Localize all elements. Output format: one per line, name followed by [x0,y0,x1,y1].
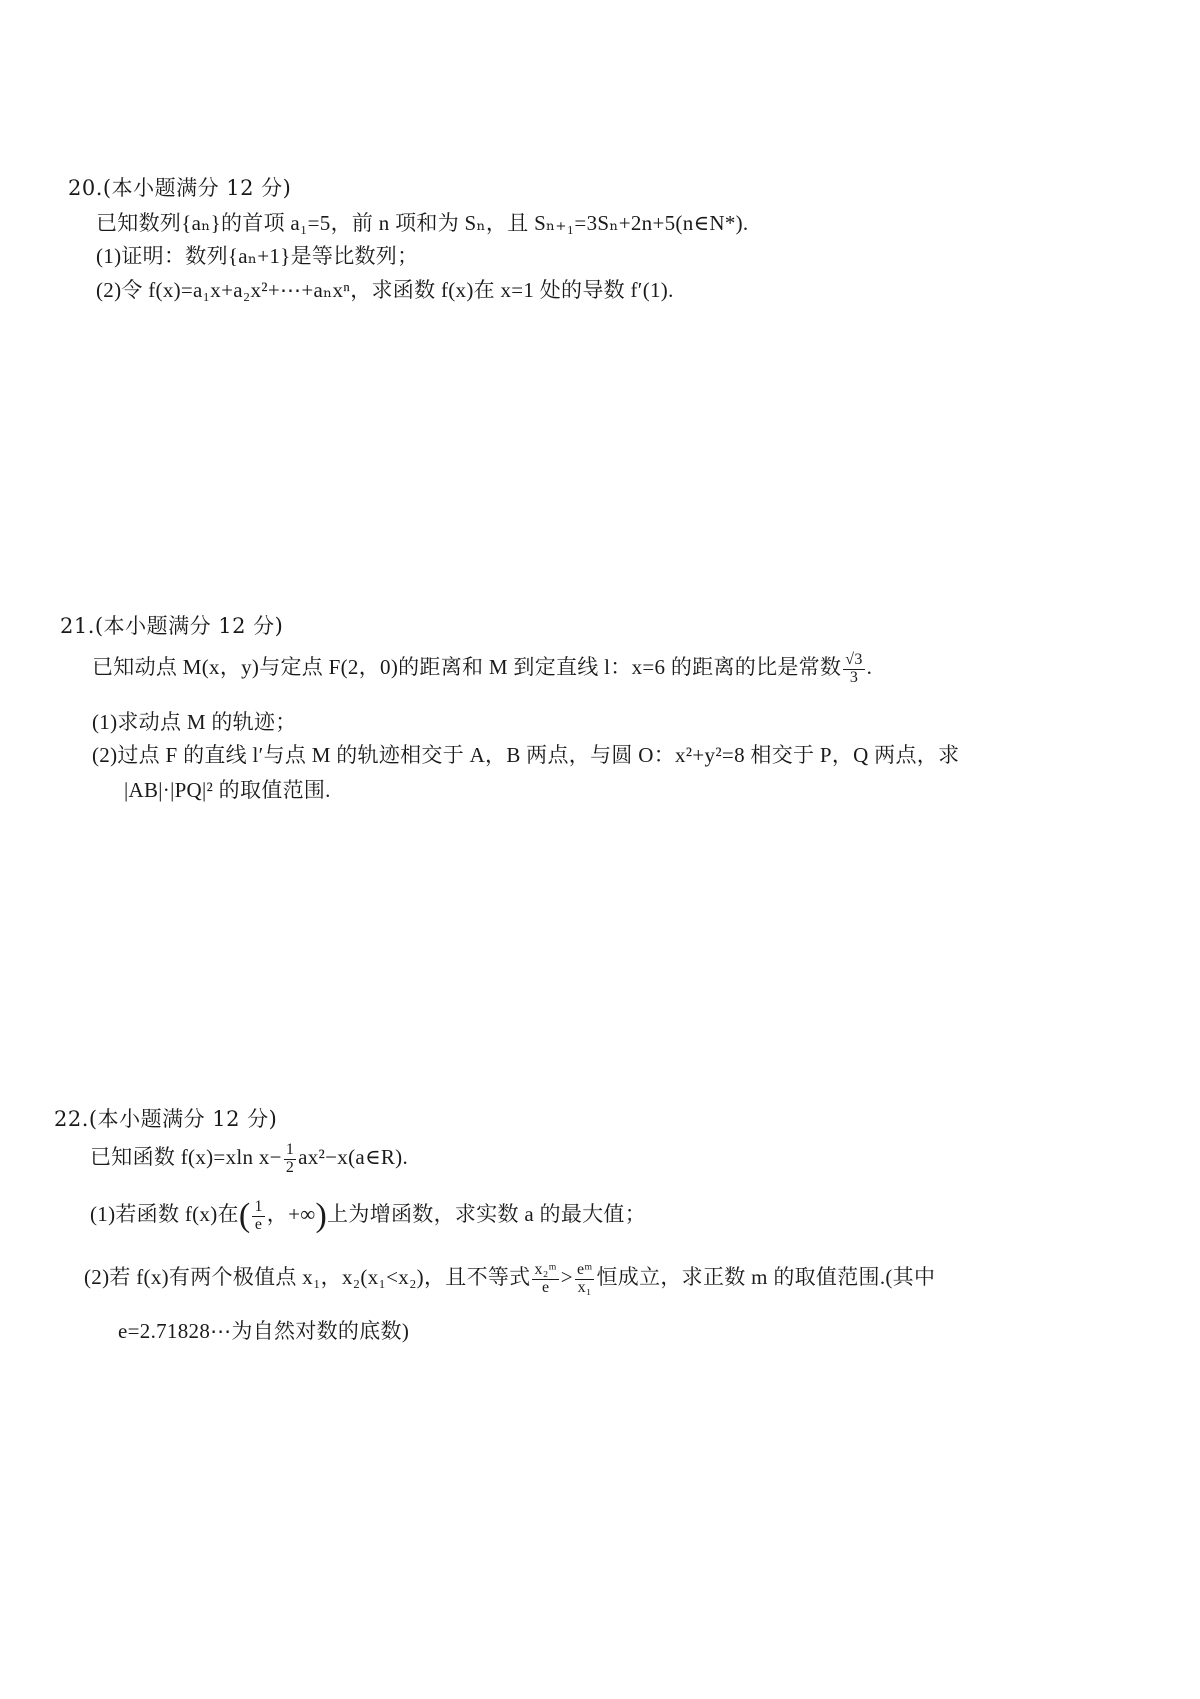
ratio-fraction [843,652,864,687]
problem-22-part-1-end: 上为增函数，求实数 a 的最大值； [327,1202,647,1226]
half-fraction [284,1142,296,1177]
problem-22-statement [90,1141,408,1176]
problem-20-part-1: (1)证明：数列{aₙ+1}是等比数列； [96,244,419,268]
problem-21-part-2-cont: |AB|·|PQ|² 的取值范围. [124,778,331,802]
problem-20-statement: 已知数列{aₙ}的首项 a₁=5，前 n 项和为 Sₙ，且 Sₙ₊₁=3Sₙ+2n+5(n∈N*). [96,211,749,235]
interval-numerator: 1 [254,1197,263,1215]
problem-21-part-2: (2)过点 F 的直线 l′与点 M 的轨迹相交于 A，B 两点，与圆 O：x²+y²=8 相交于 P，Q 两点，求 [92,743,960,767]
interval-rest: ，+∞ [266,1202,316,1226]
ratio-numerator: √3 [845,650,863,668]
interval-denominator: e [254,1215,263,1233]
interval-close-paren: ) [315,1197,328,1235]
problem-22-part-1-text: (1)若函数 f(x)在 [90,1202,239,1226]
ineq-right-numerator: eᵐ [576,1260,593,1278]
problem-22-heading: 22.(本小题满分 12 分) [54,1107,278,1131]
ineq-operator: > [560,1265,573,1289]
problem-21-part-1: (1)求动点 M 的轨迹； [92,710,297,734]
half-denominator: 2 [285,1158,295,1176]
problem-22-statement-end: ax²−x(a∈R). [298,1145,408,1169]
problem-22-part-2-cont: e=2.71828⋯为自然对数的底数) [118,1319,410,1343]
problem-22-part-2 [84,1261,935,1296]
problem-22-statement-text: 已知函数 f(x)=xln x− [90,1145,282,1169]
problem-20-heading: 20.(本小题满分 12 分) [68,176,292,200]
ineq-left-numerator: x₂ᵐ [534,1260,557,1278]
problem-21-statement-end: . [866,655,873,679]
problem-21-statement-text: 已知动点 M(x，y)与定点 F(2，0)的距离和 M 到定直线 l：x=6 的距离的比是常数 [92,655,842,679]
problem-22-part-2-text: (2)若 f(x)有两个极值点 x₁，x₂(x₁<x₂)，且不等式 [84,1265,531,1289]
problem-21-statement [92,651,872,686]
half-numerator: 1 [285,1140,295,1158]
problem-20-part-2: (2)令 f(x)=a₁x+a₂x²+⋯+aₙxⁿ，求函数 f(x)在 x=1 处的导数 f′(1). [96,278,674,302]
ratio-denominator: 3 [849,668,859,686]
ineq-left-fraction [532,1262,558,1297]
ineq-right-denominator: x₁ [577,1278,592,1296]
problem-21-heading: 21.(本小题满分 12 分) [60,614,284,638]
ineq-left-denominator: e [541,1278,550,1296]
ineq-right-fraction [575,1262,595,1297]
interval-open-paren: ( [238,1197,251,1235]
problem-22-part-1 [90,1198,646,1233]
interval-fraction [252,1199,264,1234]
problem-22-part-2-end: 恒成立，求正数 m 的取值范围.(其中 [596,1265,936,1289]
